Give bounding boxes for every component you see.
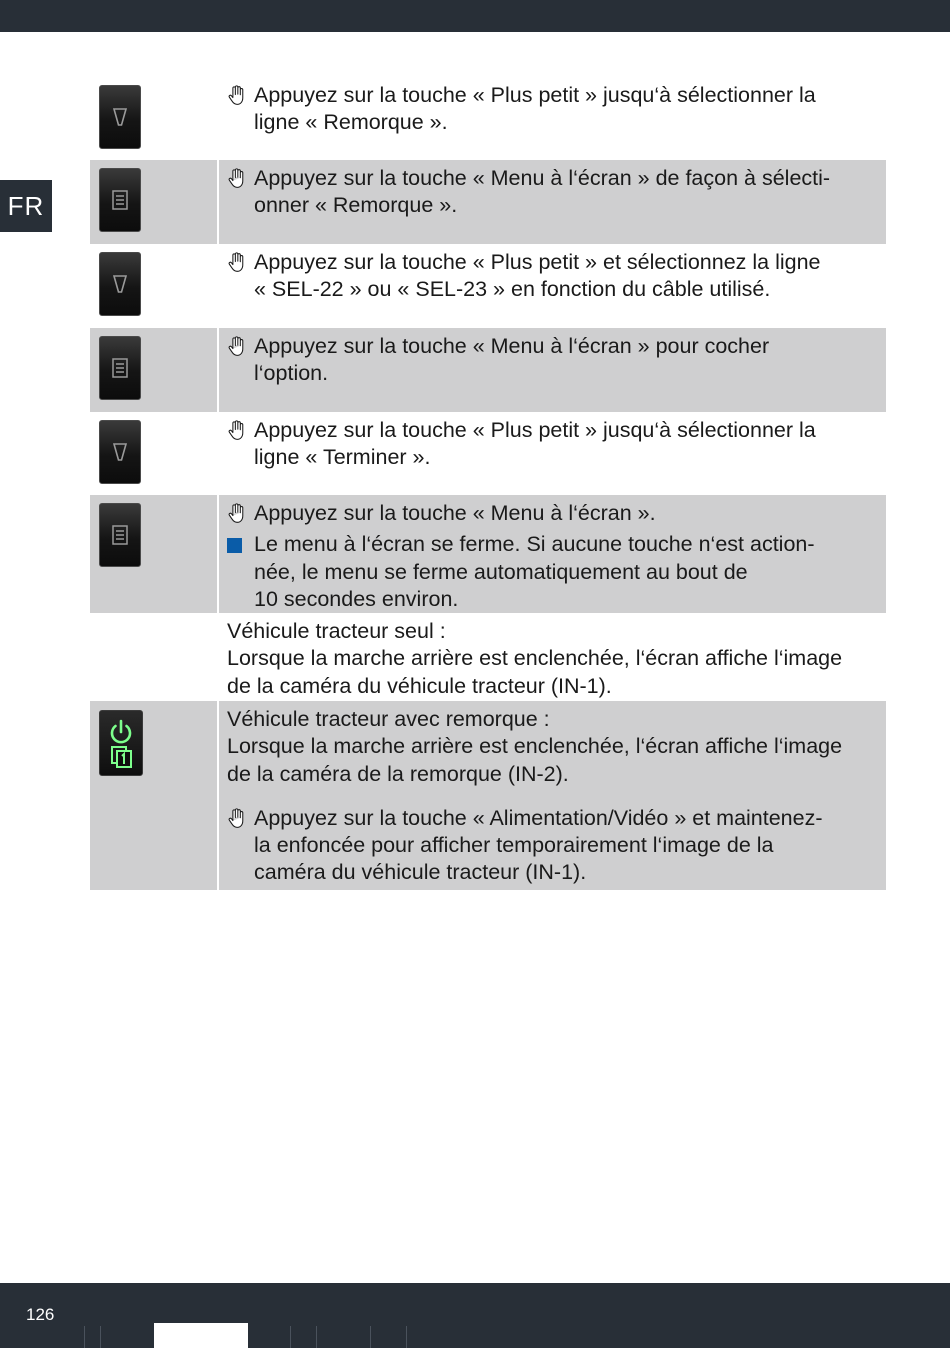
hand-pointer-icon [227, 808, 246, 829]
hand-pointer-icon [227, 252, 246, 273]
down-arrow-button-icon [99, 85, 141, 149]
step-text: Appuyez sur la touche « Menu à l‘écran » de façon à sélecti- onner « Remorque ». [254, 166, 831, 218]
hand-pointer-icon [227, 503, 246, 524]
footer-tick [370, 1326, 371, 1348]
tractor-trailer-text: Lorsque la marche arrière est enclenchée, l‘écran affiche l‘image de la caméra de la remorque (IN-2). [227, 734, 843, 786]
result-text: Le menu à l‘écran se ferme. Si aucune touche n‘est action- née, le menu se ferme automatiquement au bout de 10 secondes environ. [254, 532, 815, 611]
info-row-tractor-only [90, 613, 886, 701]
hand-pointer-icon [227, 336, 246, 357]
step-row-3 [90, 244, 886, 328]
info-row-tractor-trailer [90, 701, 886, 890]
blue-square-result-icon [227, 538, 242, 553]
power-video-button-icon [99, 710, 143, 776]
tractor-only-text: Lorsque la marche arrière est enclenchée, l‘écran affiche l‘image de la caméra du véhicule tracteur (IN-1). [227, 646, 843, 698]
page-number: 126 [26, 1305, 55, 1324]
footer-bar [0, 1283, 950, 1348]
footer-tick [84, 1326, 85, 1348]
step-row-4 [90, 328, 886, 412]
footer-tick [316, 1326, 317, 1348]
hand-pointer-icon [227, 168, 246, 189]
step-text: Appuyez sur la touche « Menu à l‘écran » pour cocher l‘option. [254, 334, 770, 386]
menu-button-icon [99, 503, 141, 567]
tractor-trailer-heading: Véhicule tracteur avec remorque : [227, 707, 550, 731]
footer-marker [154, 1323, 248, 1348]
step-row-2 [90, 160, 886, 244]
footer-tick [406, 1326, 407, 1348]
menu-button-icon [99, 168, 141, 232]
footer-tick [100, 1326, 101, 1348]
footer-tick [290, 1326, 291, 1348]
down-arrow-button-icon [99, 420, 141, 484]
hand-pointer-icon [227, 420, 246, 441]
step-row-6 [90, 495, 886, 613]
language-tab: FR [0, 180, 52, 232]
down-arrow-button-icon [99, 252, 141, 316]
step-text: Appuyez sur la touche « Plus petit » jusqu‘à sélectionner la ligne « Remorque ». [254, 83, 816, 135]
step-text: Appuyez sur la touche « Menu à l‘écran ». [254, 501, 656, 525]
top-bar [0, 0, 950, 32]
hand-pointer-icon [227, 85, 246, 106]
step-row-1 [90, 77, 886, 160]
step-text: Appuyez sur la touche « Plus petit » et sélectionnez la ligne « SEL-22 » ou « SEL-23 » en fonction du câble utilisé. [254, 250, 821, 302]
menu-button-icon [99, 336, 141, 400]
step-row-5 [90, 412, 886, 495]
step-text: Appuyez sur la touche « Alimentation/Vidéo » et maintenez- la enfoncée pour afficher temporairement l‘image de la caméra du véhicule tracteur (IN-1). [254, 805, 823, 885]
step-text: Appuyez sur la touche « Plus petit » jusqu‘à sélectionner la ligne « Terminer ». [254, 418, 816, 470]
tractor-only-heading: Véhicule tracteur seul : [227, 619, 446, 643]
instruction-table [90, 77, 886, 890]
